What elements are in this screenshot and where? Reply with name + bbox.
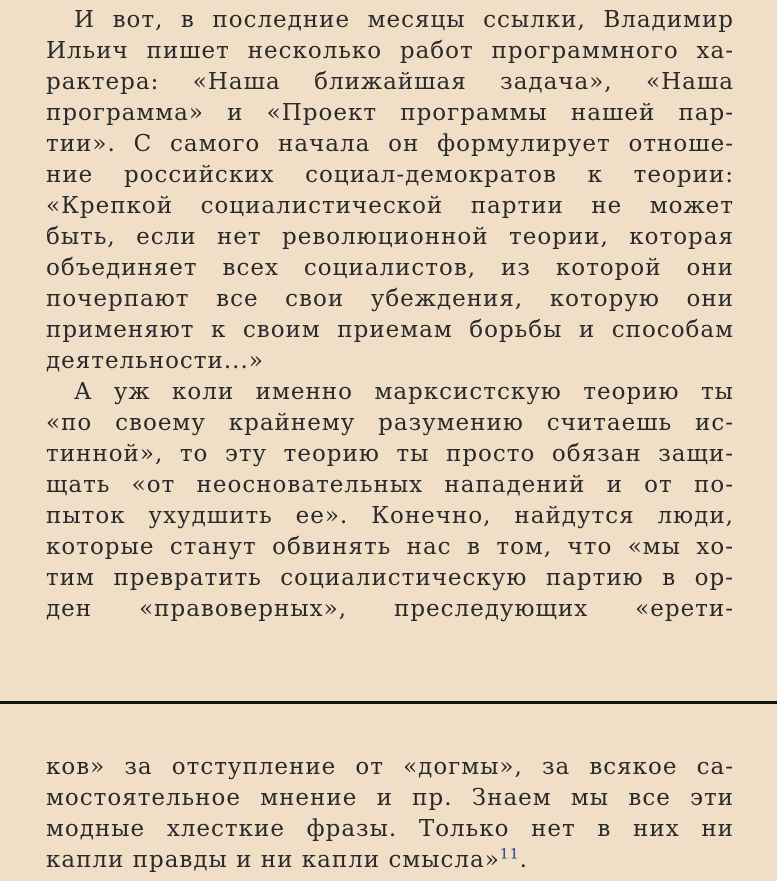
text-line: объединяет всех социалистов, из которой они: [46, 255, 734, 281]
text-line: «по своему крайнему разумению считаешь ис-: [46, 410, 734, 436]
text-line: ден «правоверных», преследующих «ерети-: [46, 596, 734, 622]
text-line-last: [46, 845, 734, 876]
text-line: Ильич пишет несколько работ программного ха-: [46, 38, 734, 64]
text-line: ков» за отступление от «догмы», за всякое са-: [46, 754, 734, 780]
page-text-bottom: [46, 752, 734, 876]
text-line: программа» и «Проект программы нашей пар-: [46, 100, 734, 126]
text-line: рактера: «Наша ближайшая задача», «Наша: [46, 69, 734, 95]
text-line: мостоятельное мнение и пр. Знаем мы все эти: [46, 785, 734, 811]
footnote-link[interactable]: 11: [499, 846, 520, 863]
text-line: щать «от неосновательных нападений и от по-: [46, 472, 734, 498]
text-line: тии». С самого начала он формулирует отноше-: [46, 131, 734, 157]
trailing-period: .: [519, 847, 528, 873]
text-line: А уж коли именно марксистскую теорию ты: [74, 379, 734, 405]
text-line: которые станут обвинять нас в том, что «мы хо-: [46, 534, 734, 560]
text-line: тинной», то эту теорию ты просто обязан защи-: [46, 441, 734, 467]
last-line-text: капли правды и ни капли смысла»: [46, 847, 500, 873]
text-line: «Крепкой социалистической партии не может: [46, 193, 734, 219]
text-line: И вот, в последние месяцы ссылки, Владимир: [74, 7, 734, 33]
page-text-top: [46, 5, 734, 625]
text-line: почерпают все свои убеждения, которую они: [46, 286, 734, 312]
text-line: применяют к своим приемам борьбы и способам: [46, 317, 734, 343]
page-divider: [0, 701, 777, 704]
text-line: быть, если нет революционной теории, которая: [46, 224, 734, 250]
text-line: тим превратить социалистическую партию в ор-: [46, 565, 734, 591]
text-line: ние российских социал-демократов к теории:: [46, 162, 734, 188]
text-line: модные хлесткие фразы. Только нет в них ни: [46, 816, 734, 842]
text-line: пыток ухудшить ее». Конечно, найдутся люди,: [46, 503, 734, 529]
text-line: деятельности...»: [46, 348, 264, 374]
